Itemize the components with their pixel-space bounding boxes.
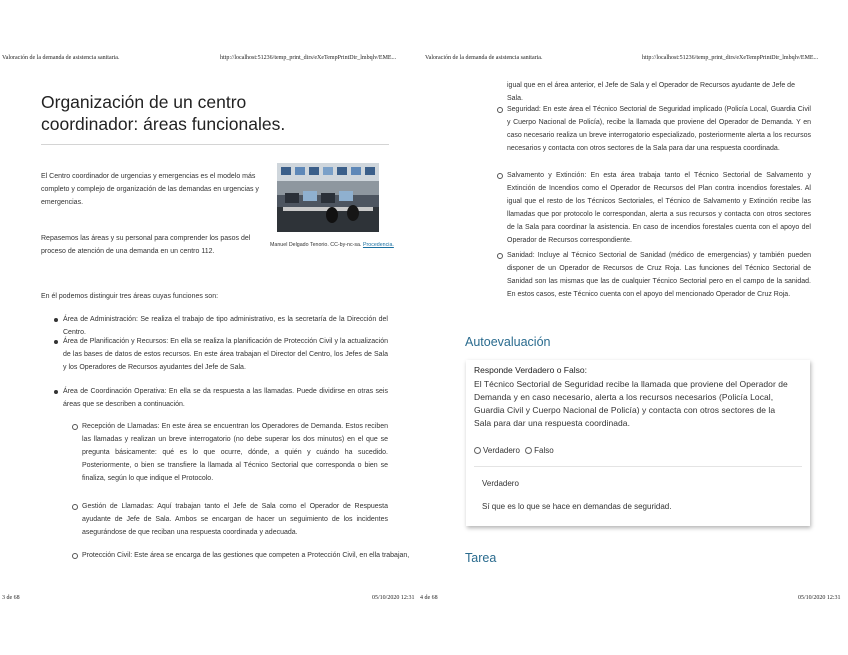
subarea-name: Protección Civil: [82,552,133,559]
subarea-name: Salvamento y Extinción: [507,172,587,179]
list-item-recepcion [82,420,388,485]
print-footer-right-datetime: 05/10/2020 12:31 [798,595,841,601]
page-title: Organización de un centro coordinador: áreas funcionales. [41,92,286,134]
quiz-prompt: Responde Verdadero o Falso: [474,365,587,375]
circle-bullet-icon [72,424,78,430]
print-footer-left-page: 3 de 68 [2,595,20,601]
print-header-left-url: http://localhost:51236/temp_print_dirs/eXeTempPrintDir_lmbqlv/EME... [220,55,397,61]
list-item-gestion [82,500,388,539]
feedback-title: Verdadero [482,479,519,488]
subarea-text: En este área el Técnico Sectorial de Seguridad implicado (Policía Local, Guardia Civil y Cuerpo Nacional de Policía), recibe la llamada que proviene del Operador de Demanda. Y en caso necesario realiza un breve interrogatorio especializado, posteriormente alerta a los recursos necesarios y contacta con otros sectores de la Sala para dar una respuesta coordinada. [507,106,811,152]
subarea-name: Sanidad: [507,252,535,259]
subarea-name: Recepción de Llamadas: [82,423,160,430]
print-footer-middle-page: 4 de 68 [420,595,438,601]
areas-intro: En él podemos distinguir tres áreas cuyas funciones son: [41,293,219,300]
list-item-planificacion [63,335,388,374]
option-false-label[interactable]: Falso [534,446,554,455]
circle-bullet-icon [72,504,78,510]
list-item-salvamento [507,169,811,247]
print-header-right-title: Valoración de la demanda de asistencia sanitaria. [425,55,543,61]
image-credit: Manuel Delgado Tenorio. CC-by-nc-sa. [270,242,362,248]
tarea-heading: Tarea [465,551,497,565]
bullet-icon [54,340,58,344]
list-item-proteccion-civil [82,549,410,562]
quiz-feedback [474,466,802,519]
circle-bullet-icon [72,553,78,559]
list-item-sanidad [507,249,811,301]
list-item-seguridad [507,103,811,155]
circle-bullet-icon [497,173,503,179]
radio-false[interactable] [525,447,532,454]
area-name: Área de Planificación y Recursos: [63,338,169,345]
continuation-text: igual que en el área anterior, el Jefe de Sala y el Operador de Recursos ayudante de Jefe de Sala. [507,82,795,102]
bullet-icon [54,390,58,394]
image-source-link[interactable]: Procedencia. [362,242,394,248]
quiz-question: El Técnico Sectorial de Seguridad recibe la llamada que proviene del Operador de Demanda y en caso necesario, alerta a los recursos necesarios (Policía Local, Guardia Civil y Cuerpo Nacional de Policía) y contacta con otros sectores de la Sala para dar una respuesta coordinada. [474,379,788,428]
feedback-text: Sí que es lo que se hace en demandas de seguridad. [482,502,672,511]
list-item-coordinacion [63,385,388,411]
area-name: Área de Coordinación Operativa: [63,388,167,395]
circle-bullet-icon [497,107,503,113]
quiz-card [466,360,810,526]
radio-true[interactable] [474,447,481,454]
control-room-photo [277,163,379,232]
subarea-text: Incluye al Técnico Sectorial de Sanidad (médico de emergencias) y también pueden disponer de un Operador de Recursos de Cruz Roja. Las funciones del Técnico Sectorial de Sanidad son las mismas que las de cualquier Técnico Sectorial pero en el campo de la sanidad. En estos casos, este Técnico cuenta con el apoyo del mencionado Operador de Cruz Roja. [507,252,811,298]
review-paragraph: Repasemos las áreas y su personal para comprender los pasos del proceso de atención de una demanda en un centro 112. [41,235,251,255]
bullet-icon [54,318,58,322]
subarea-text: En esta área trabaja tanto el Técnico Sectorial de Salvamento y Extinción de Incendios como el Operador de Recursos del Plan contra incendios forestales. Al igual que el resto de los Técnicos Sectoriales, el Técnico de Salvamento y Extinción recibe las llamadas que por protocolo le correspondan, alerta a sus recursos y contacta con otros sectores de la Sala para coordinar la asistencia. En caso de incendios forestales cuenta con el apoyo del Operador de Recursos correspondiente. [507,172,811,244]
area-text: Se realiza el trabajo de tipo administrativo, es la secretaría de la Dirección del Centro. [63,316,388,336]
area-text: En ella se realiza la planificación de Protección Civil y la actualización de las bases de datos de estos recursos. En este área trabajan el Director del Centro, los Jefes de Sala y los Operadores de Recursos ayudantes del Jefe de Sala. [63,338,389,371]
circle-bullet-icon [497,253,503,259]
subarea-name: Seguridad: [507,106,541,113]
subarea-name: Gestión de Llamadas: [82,503,154,510]
autoevaluacion-heading: Autoevaluación [465,335,551,349]
image-caption [270,242,394,248]
area-name: Área de Administración: [63,316,138,323]
print-header-left-title: Valoración de la demanda de asistencia sanitaria. [2,55,120,61]
print-footer-left-datetime: 05/10/2020 12:31 [372,595,415,601]
intro-paragraph: El Centro coordinador de urgencias y emergencias es el modelo más completo y complejo de organización de las demandas en urgencias y emergencias. [41,173,259,206]
option-true-label[interactable]: Verdadero [483,446,520,455]
subarea-text: En este área se encuentran los Operadores de Demanda. Estos reciben las llamadas y realizan un breve interrogatorio (no debe superar los dos minutos) en el que se pregunta básicamente: qué es lo que ocurre, dónde, a quién y cuándo ha sucedido. Posteriormente, o bien se transfiere la llamada al Técnico Sectorial que corresponda o bien se finaliza, según lo que indique el Protocolo. [82,423,388,482]
print-header-right-url: http://localhost:51236/temp_print_dirs/eXeTempPrintDir_lmbqlv/EME... [642,55,819,61]
area-text: En ella se da respuesta a las llamadas. Puede dividirse en otras seis áreas que se describen a continuación. [63,388,388,408]
subarea-text: Aquí trabajan tanto el Jefe de Sala como el Operador de Respuesta ayudante de Jefe de Sala. Ambos se encargan de hacer un seguimiento de los incidentes asegurándose de que reciban una respuesta coordinada y adecuada. [82,503,388,536]
title-divider [41,144,389,145]
subarea-text: Este área se encarga de las gestiones que competen a Protección Civil, en ella trabajan, [132,552,410,559]
quiz-options [474,446,554,455]
